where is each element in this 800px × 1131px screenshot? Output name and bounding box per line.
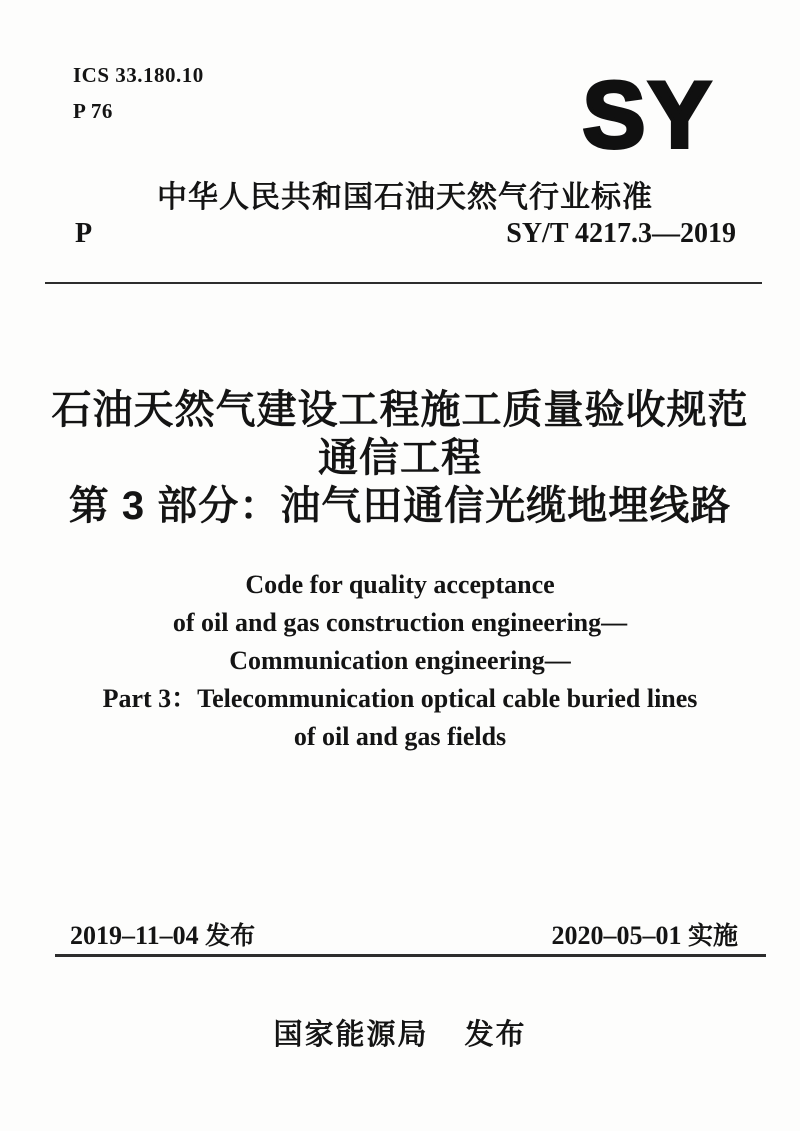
- ics-block: [73, 58, 204, 129]
- sy-logo: SY: [582, 62, 714, 167]
- implement-date: [551, 916, 738, 952]
- publisher-row: [0, 1012, 800, 1053]
- issue-date-value: 2019–11–04: [70, 921, 199, 950]
- title-english: [0, 566, 800, 756]
- issue-date-label: 发布: [205, 922, 256, 950]
- ics-code: ICS 33.180.10: [73, 63, 204, 87]
- title-cn-line-1: 石油天然气建设工程施工质量验收规范: [51, 388, 749, 432]
- issue-date: [70, 916, 255, 952]
- class-letter: P: [75, 218, 93, 249]
- date-row: [70, 916, 738, 952]
- title-en-line-4: Part 3：Telecommunication optical cable buried lines: [102, 684, 698, 713]
- title-en-line-2: of oil and gas construction engineering—: [172, 608, 628, 637]
- title-cn-line-2: 通信工程: [318, 436, 482, 480]
- title-en-line-5: of oil and gas fields: [293, 722, 507, 751]
- document-class-code: P 76: [73, 98, 113, 123]
- title-en-line-3: Communication engineering—: [229, 646, 571, 675]
- implement-date-label: 实施: [687, 922, 738, 950]
- standard-number: SY/T 4217.3—2019: [506, 218, 736, 249]
- title-cn-line-3: 第 3 部分：油气田通信光缆地埋线路: [68, 484, 732, 528]
- title-en-line-1: Code for quality acceptance: [245, 570, 555, 599]
- publisher-name: 国家能源局: [273, 1019, 429, 1051]
- title-chinese: [0, 386, 800, 530]
- implement-date-value: 2020–05–01: [551, 921, 682, 950]
- publisher-action: 发布: [464, 1019, 527, 1051]
- standard-type-title: 中华人民共和国石油天然气行业标准: [157, 181, 653, 214]
- header-divider: [45, 282, 762, 284]
- standard-number-row: [75, 218, 736, 250]
- footer-divider: [55, 954, 766, 957]
